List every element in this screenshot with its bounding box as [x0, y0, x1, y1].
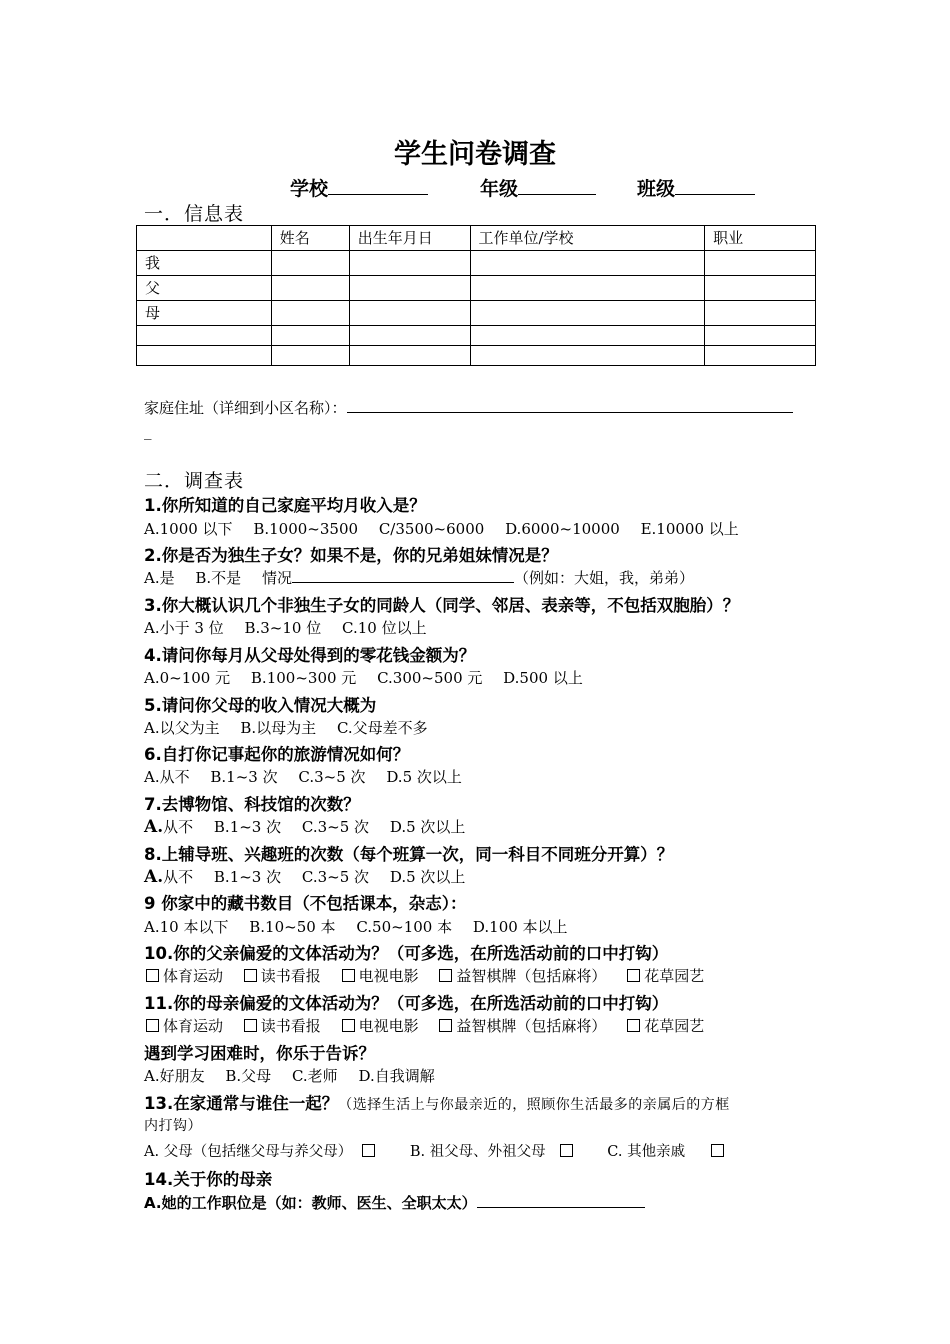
table-cell[interactable] [470, 276, 705, 301]
checkbox-icon[interactable] [627, 969, 640, 982]
option[interactable]: A.1000 以下 [144, 520, 233, 538]
table-cell[interactable] [470, 301, 705, 326]
option[interactable]: B.3~10 位 [244, 619, 322, 637]
option[interactable]: D.5 次以上 [389, 868, 466, 886]
row-label [137, 326, 272, 346]
option-text: 花草园艺 [644, 967, 705, 985]
address-label: 家庭住址（详细到小区名称）： [144, 399, 347, 417]
checkbox-option[interactable] [144, 967, 223, 985]
option[interactable]: B.以母为主 [240, 719, 317, 737]
address-field [144, 394, 793, 418]
question-9: 9 你家中的藏书数目（不包括课本，杂志）： [144, 894, 467, 913]
table-row [137, 346, 816, 366]
table-cell[interactable] [271, 301, 349, 326]
option[interactable]: C.父母差不多 [336, 719, 428, 737]
table-header-cell: 工作单位/学校 [470, 226, 705, 251]
option[interactable]: D.500 以上 [503, 669, 583, 687]
checkbox-icon[interactable] [342, 1019, 355, 1032]
table-cell[interactable] [271, 251, 349, 276]
checkbox-icon[interactable] [439, 969, 452, 982]
table-cell[interactable] [349, 346, 470, 366]
option[interactable]: D.自我调解 [358, 1067, 435, 1085]
situation-blank[interactable] [292, 567, 514, 583]
school-field [290, 174, 428, 201]
checkbox-option[interactable] [625, 1017, 704, 1035]
checkbox-icon[interactable] [342, 969, 355, 982]
section-info-heading: 一．信息表 [144, 203, 245, 225]
question-14: 14.关于你的母亲 [144, 1170, 273, 1189]
table-cell[interactable] [470, 326, 705, 346]
option-text: 体育运动 [163, 967, 224, 985]
grade-label: 年级 [480, 178, 519, 200]
row-label: 父 [137, 276, 272, 301]
option-text: 益智棋牌（包括麻将） [456, 967, 607, 985]
option-text: 花草园艺 [644, 1017, 705, 1035]
table-cell[interactable] [705, 346, 816, 366]
table-header-cell [137, 226, 272, 251]
option[interactable]: A.小于 3 位 [144, 619, 224, 637]
address-tail: _ [144, 422, 152, 440]
question-11: 11.你的母亲偏爱的文体活动为？（可多选，在所选活动前的口中打钩） [144, 994, 669, 1013]
answer-options-7 [144, 816, 481, 837]
table-cell[interactable] [271, 326, 349, 346]
table-cell[interactable] [705, 326, 816, 346]
row-label: 母 [137, 301, 272, 326]
option[interactable]: B.不是 [195, 569, 242, 587]
question-13 [144, 1090, 730, 1114]
option-text: 益智棋牌（包括麻将） [456, 1017, 607, 1035]
checkbox-icon[interactable] [711, 1144, 724, 1157]
question-7: 7.去博物馆、科技馆的次数？ [144, 795, 360, 814]
option[interactable]: B.10~50 本 [249, 918, 336, 936]
answer-options-6 [144, 766, 478, 787]
table-cell[interactable] [470, 346, 705, 366]
section-survey-heading: 二．调查表 [144, 470, 245, 492]
option[interactable]: D.6000~10000 [505, 520, 620, 538]
question-6: 6.自打你记事起你的旅游情况如何？ [144, 745, 410, 764]
situation-label: 情况 [261, 569, 292, 587]
option[interactable]: C.10 位以上 [342, 619, 427, 637]
class-label: 班级 [637, 178, 676, 200]
answer-options-3 [144, 617, 443, 638]
option[interactable]: A.0~100 元 [144, 669, 231, 687]
checkbox-option[interactable] [242, 1017, 321, 1035]
table-cell[interactable] [349, 301, 470, 326]
info-table [136, 225, 816, 366]
mother-position-blank[interactable] [477, 1192, 645, 1208]
question-5: 5.请问你父母的收入情况大概为 [144, 696, 377, 715]
option[interactable]: C.3~5 次 [301, 818, 370, 836]
question-13-text: 13.在家通常与谁住一起？ [144, 1094, 339, 1113]
situation-example: （例如：大姐，我，弟弟） [513, 569, 694, 587]
table-cell[interactable] [271, 276, 349, 301]
checkbox-option[interactable] [437, 967, 606, 985]
table-cell[interactable] [349, 251, 470, 276]
answer-options-11 [144, 1015, 718, 1036]
option[interactable]: C/3500~6000 [378, 520, 485, 538]
answer-options-1 [144, 518, 755, 539]
table-row [137, 251, 816, 276]
table-row [137, 301, 816, 326]
checkbox-icon[interactable] [244, 969, 257, 982]
option-text: 读书看报 [260, 967, 321, 985]
address-blank[interactable] [347, 394, 793, 413]
checkbox-icon[interactable] [362, 1144, 375, 1157]
question-13-note: （选择生活上与你最亲近的，照顾你生活最多的亲属后的方框 [338, 1097, 730, 1113]
table-cell[interactable] [271, 346, 349, 366]
question-4: 4.请问你每月从父母处得到的零花钱金额为？ [144, 646, 476, 665]
checkbox-icon[interactable] [146, 969, 159, 982]
question-14-a-label: A.她的工作职位是（如：教师、医生、全职太太） [144, 1194, 477, 1212]
option[interactable] [144, 818, 193, 836]
option[interactable]: A.从不 [144, 768, 190, 786]
answer-options-10 [144, 965, 718, 986]
question-8: 8.上辅导班、兴趣班的次数（每个班算一次，同一科目不同班分开算）？ [144, 845, 674, 864]
answer-options-5 [144, 717, 444, 738]
question-14-a [144, 1192, 645, 1213]
option[interactable]: D.5 次以上 [386, 768, 462, 786]
table-cell[interactable] [470, 251, 705, 276]
option[interactable]: C.50~100 本 [356, 918, 453, 936]
option: A. 父母（包括继父母与养父母） [144, 1144, 353, 1160]
answer-options-9 [144, 916, 584, 937]
answer-options-2 [144, 567, 694, 588]
option[interactable]: A.是 [144, 569, 175, 587]
grade-blank[interactable] [518, 176, 596, 195]
question-13-note-cont: 内打钩） [144, 1118, 202, 1134]
option-text: 读书看报 [260, 1017, 321, 1035]
table-header-cell: 出生年月日 [349, 226, 470, 251]
checkbox-option[interactable] [242, 967, 321, 985]
question-1: 1.你所知道的自己家庭平均月收入是？ [144, 496, 426, 515]
checkbox-icon[interactable] [146, 1019, 159, 1032]
answer-options-13 [144, 1140, 724, 1161]
question-12: 遇到学习困难时，你乐于告诉？ [144, 1044, 375, 1063]
checkbox-icon[interactable] [244, 1019, 257, 1032]
option[interactable]: C.3~5 次 [301, 868, 370, 886]
checkbox-icon[interactable] [627, 1019, 640, 1032]
option[interactable]: D.5 次以上 [389, 818, 466, 836]
table-cell[interactable] [705, 276, 816, 301]
checkbox-option[interactable] [625, 967, 704, 985]
question-10: 10.你的父亲偏爱的文体活动为？（可多选，在所选活动前的口中打钩） [144, 944, 669, 963]
table-cell[interactable] [349, 326, 470, 346]
question-3: 3.你大概认识几个非独生子女的同龄人（同学、邻居、表亲等，不包括双胞胎）？ [144, 596, 740, 615]
school-blank[interactable] [328, 176, 428, 195]
option[interactable]: A.以父为主 [144, 719, 220, 737]
option[interactable] [144, 868, 193, 886]
class-field [637, 174, 755, 201]
checkbox-option[interactable] [437, 1017, 606, 1035]
option: C. 其他亲戚 [607, 1144, 686, 1160]
checkbox-option[interactable] [340, 1017, 419, 1035]
option-text: 从不 [163, 868, 194, 886]
option[interactable]: D.100 本以上 [472, 918, 568, 936]
option[interactable]: B.1000~3500 [253, 520, 359, 538]
row-label: 我 [137, 251, 272, 276]
table-row [137, 276, 816, 301]
table-row [137, 326, 816, 346]
option[interactable]: C.3~5 次 [298, 768, 366, 786]
option-text: 电视电影 [358, 967, 419, 985]
table-header-cell: 姓名 [271, 226, 349, 251]
option[interactable]: B.1~3 次 [210, 768, 278, 786]
option[interactable]: B.100~300 元 [250, 669, 357, 687]
checkbox-option[interactable] [340, 967, 419, 985]
table-cell[interactable] [705, 301, 816, 326]
question-2: 2.你是否为独生子女？如果不是，你的兄弟姐妹情况是？ [144, 546, 558, 565]
checkbox-icon[interactable] [439, 1019, 452, 1032]
option: B. 祖父母、外祖父母 [409, 1144, 546, 1160]
table-cell[interactable] [349, 276, 470, 301]
option[interactable]: B.1~3 次 [213, 818, 282, 836]
option-text: 体育运动 [163, 1017, 224, 1035]
table-cell[interactable] [705, 251, 816, 276]
page-title: 学生问卷调查 [394, 139, 556, 170]
option[interactable]: C.老师 [291, 1067, 338, 1085]
option-text: 从不 [163, 818, 194, 836]
option[interactable]: E.10000 以上 [640, 520, 739, 538]
table-header-row [137, 226, 816, 251]
answer-options-8 [144, 866, 481, 887]
option[interactable]: B.1~3 次 [213, 868, 282, 886]
school-label: 学校 [290, 178, 329, 200]
option-letter: A. [144, 867, 164, 887]
table-header-cell: 职业 [705, 226, 816, 251]
grade-field [480, 174, 596, 201]
option[interactable]: C.300~500 元 [377, 669, 483, 687]
option[interactable]: B.父母 [225, 1067, 272, 1085]
option-text: 电视电影 [358, 1017, 419, 1035]
option-letter: A. [144, 817, 164, 837]
class-blank[interactable] [675, 176, 755, 195]
option[interactable]: A.好朋友 [144, 1067, 205, 1085]
answer-options-4 [144, 667, 599, 688]
option[interactable]: A.10 本以下 [144, 918, 229, 936]
row-label [137, 346, 272, 366]
answer-options-12 [144, 1065, 451, 1086]
checkbox-icon[interactable] [560, 1144, 573, 1157]
checkbox-option[interactable] [144, 1017, 223, 1035]
